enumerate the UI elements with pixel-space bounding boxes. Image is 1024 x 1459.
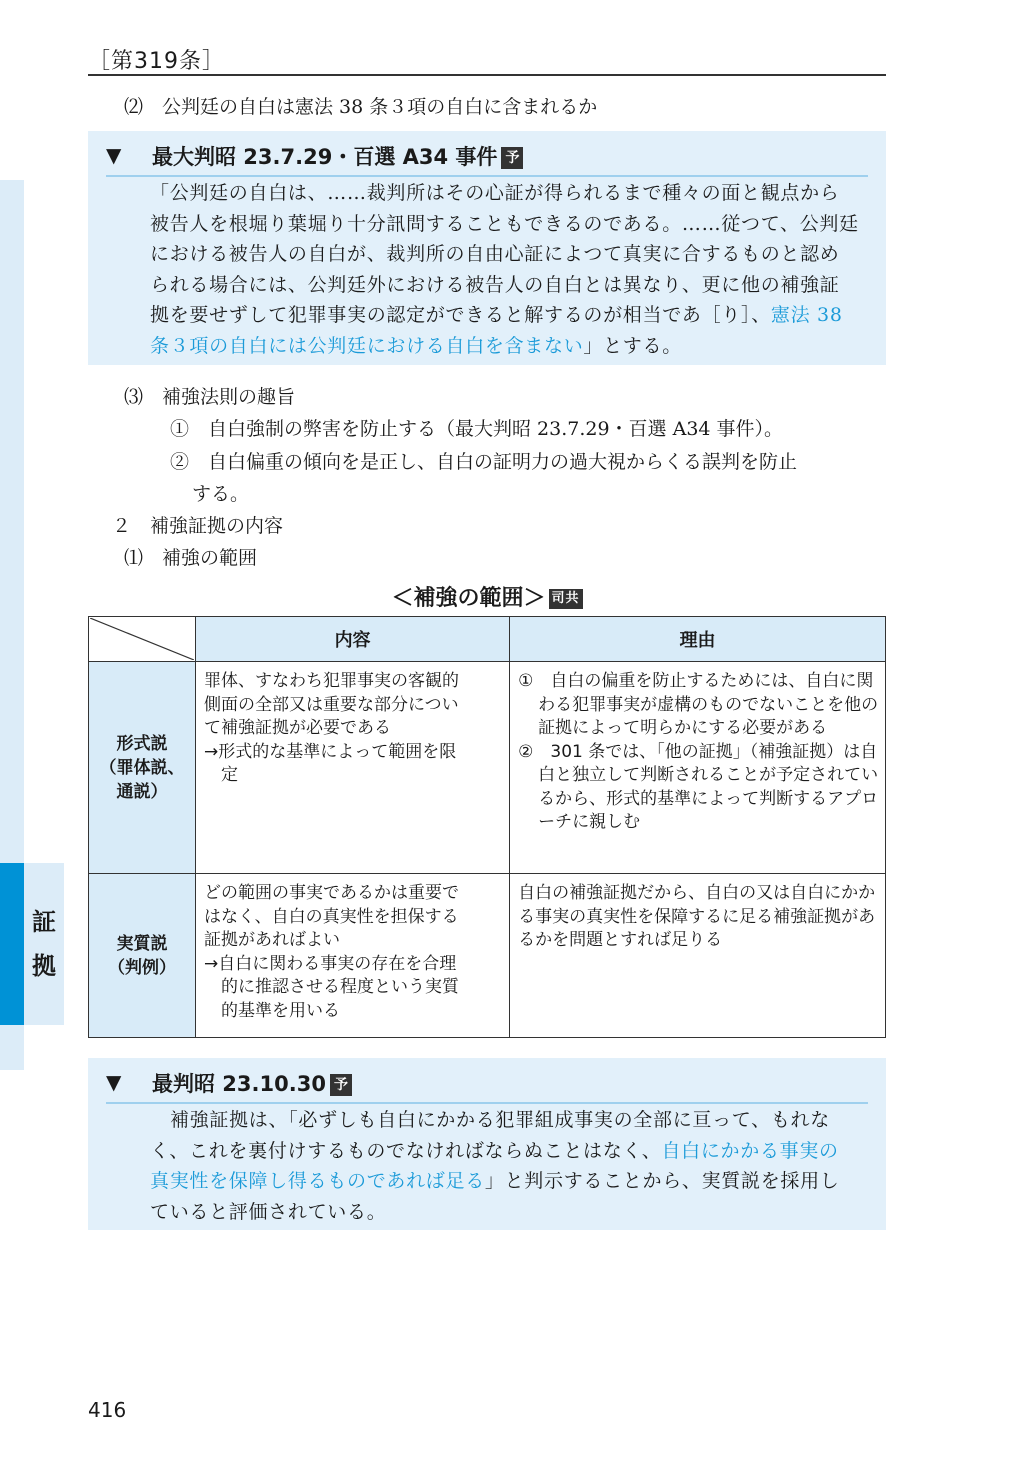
chapter-tab-marker <box>0 863 24 1025</box>
chapter-tab-char: 証 <box>32 908 56 936</box>
row-header-line: （判例） <box>108 957 176 978</box>
content-cell <box>196 874 510 1038</box>
section-heading: ⑶ 補強法則の趣旨 <box>124 386 296 408</box>
diagonal-cell <box>89 617 196 662</box>
triangle-icon: ▼ <box>106 1070 122 1094</box>
header-title: ［第319条］ <box>88 49 225 74</box>
quote-line <box>150 331 868 362</box>
diagonal-line <box>90 618 194 660</box>
quote-text: 」と判示することから、実質説を採用し <box>484 1170 840 1192</box>
table-header-row <box>89 617 886 662</box>
cell-line: →自白に関わる事実の存在を合理 <box>204 953 457 974</box>
case-title-text: 最大判昭 23.7.29・百選 A34 事件 <box>152 145 498 169</box>
table-row <box>89 874 886 1038</box>
row-header <box>89 662 196 874</box>
cell-line: 定 <box>204 765 238 785</box>
reason-item: 自白の補強証拠だから、自白の又は自白にかかる事実の真実性を保障するに足る補強証拠があるかを問題とすれば足りる <box>518 883 876 950</box>
quote-line: 「公判廷の自白は、……裁判所はその心証が得られるまで種々の面と観点から <box>150 182 840 204</box>
quote-text: 」とする。 <box>583 334 682 357</box>
case-title <box>152 141 523 171</box>
row-header-line: （罪体説、 <box>99 757 185 778</box>
table-title <box>88 581 886 612</box>
triangle-icon: ▼ <box>106 143 122 167</box>
cell-line: 的基準を用いる <box>204 1000 340 1021</box>
list-item: ① 自白強制の弊害を防止する（最大判昭 23.7.29・百選 A34 事件）。 <box>170 418 784 440</box>
chapter-tab-label <box>26 900 62 988</box>
reason-cell <box>510 662 886 874</box>
case-title-text: 最判昭 23.10.30 <box>152 1072 326 1096</box>
quote-line <box>150 1136 868 1167</box>
row-header-line: 実質説 <box>116 933 168 954</box>
reason-item: ① 自白の偏重を防止するためには、自白に関わる犯罪事実が虚構のものでないことを他の証拠によって明らかにする必要がある <box>518 671 879 738</box>
highlight-text: 憲法 38 <box>770 304 843 326</box>
tag-icon: 予 <box>501 147 523 169</box>
list-item-continuation: する。 <box>192 483 250 505</box>
part-heading: ２ 補強証拠の内容 <box>112 515 284 537</box>
quote-text: く、これを裏付けするものでなければならぬことはなく、 <box>150 1139 662 1162</box>
content-cell <box>196 662 510 874</box>
case-title <box>152 1068 352 1098</box>
column-header-content: 内容 <box>196 617 510 662</box>
section-heading: ⑵ 公判廷の自白は憲法 38 条３項の自白に含まれるか <box>124 96 598 118</box>
chapter-tab-char: 拠 <box>32 952 56 980</box>
highlight-text: 条３項の自白には公判廷における自白を含まない <box>150 334 584 357</box>
sub-heading: ⑴ 補強の範囲 <box>124 547 258 569</box>
highlight-text: 自白にかかる事実の <box>661 1139 839 1162</box>
row-header-line: 形式説 <box>116 733 168 754</box>
page-number: 416 <box>88 1398 127 1422</box>
cell-line: て補強証拠が必要である <box>204 718 391 738</box>
quote-text: 拠を要せずして犯罪事実の認定ができると解するのが相当であ［り］、 <box>150 304 771 326</box>
cell-line: はなく、自白の真実性を担保する <box>204 906 459 927</box>
page-header <box>88 44 886 76</box>
case-quote <box>150 178 868 361</box>
quote-line: における被告人の自白が、裁判所の自由心証によつて真実に合するものと認め <box>150 243 840 265</box>
quote-line <box>150 300 868 331</box>
cell-line: どの範囲の事実であるかは重要で <box>204 883 459 903</box>
cell-line: →形式的な基準によって範囲を限 <box>204 741 457 762</box>
quote-line: られる場合には、公判廷外における被告人の自白とは異なり、更に他の補強証 <box>150 273 840 296</box>
cell-line: 的に推認させる程度という実質 <box>204 977 459 997</box>
column-header-reason: 理由 <box>510 617 886 662</box>
table-row <box>89 662 886 874</box>
case-head <box>106 141 868 177</box>
case-box-1 <box>88 131 886 365</box>
case-head <box>106 1068 868 1104</box>
row-header <box>89 874 196 1038</box>
quote-line <box>150 1166 868 1197</box>
table-title-text: ＜補強の範囲＞ <box>391 586 546 611</box>
list-item: ② 自白偏重の傾向を是正し、自白の証明力の過大視からくる誤判を防止 <box>170 451 798 473</box>
quote-line: ていると評価されている。 <box>150 1200 387 1223</box>
reason-cell <box>510 874 886 1038</box>
cell-line: 罪体、すなわち犯罪事実の客観的 <box>204 671 459 691</box>
highlight-text: 真実性を保障し得るものであれば足る <box>150 1170 485 1192</box>
reason-item: ② 301 条では、「他の証拠」（補強証拠）は自白と独立して判断されることが予定されているから、形式的基準によって判断するアプローチに親しむ <box>518 741 879 832</box>
case-box-2 <box>88 1058 886 1230</box>
tag-icon: 予 <box>330 1074 352 1096</box>
quote-line: 被告人を根堀り葉堀り十分訊問することもできるのである。……従つて、公判廷 <box>150 212 859 235</box>
row-header-line: 通説） <box>116 781 168 802</box>
quote-line: 補強証拠は、「必ずしも自白にかかる犯罪組成事実の全部に亘って、もれな <box>170 1109 830 1131</box>
cell-line: 側面の全部又は重要な部分につい <box>204 694 459 715</box>
cell-line: 証拠があればよい <box>204 930 340 950</box>
comparison-table <box>88 616 886 1038</box>
case-quote <box>150 1105 868 1227</box>
tag-icon: 司共 <box>549 589 583 609</box>
